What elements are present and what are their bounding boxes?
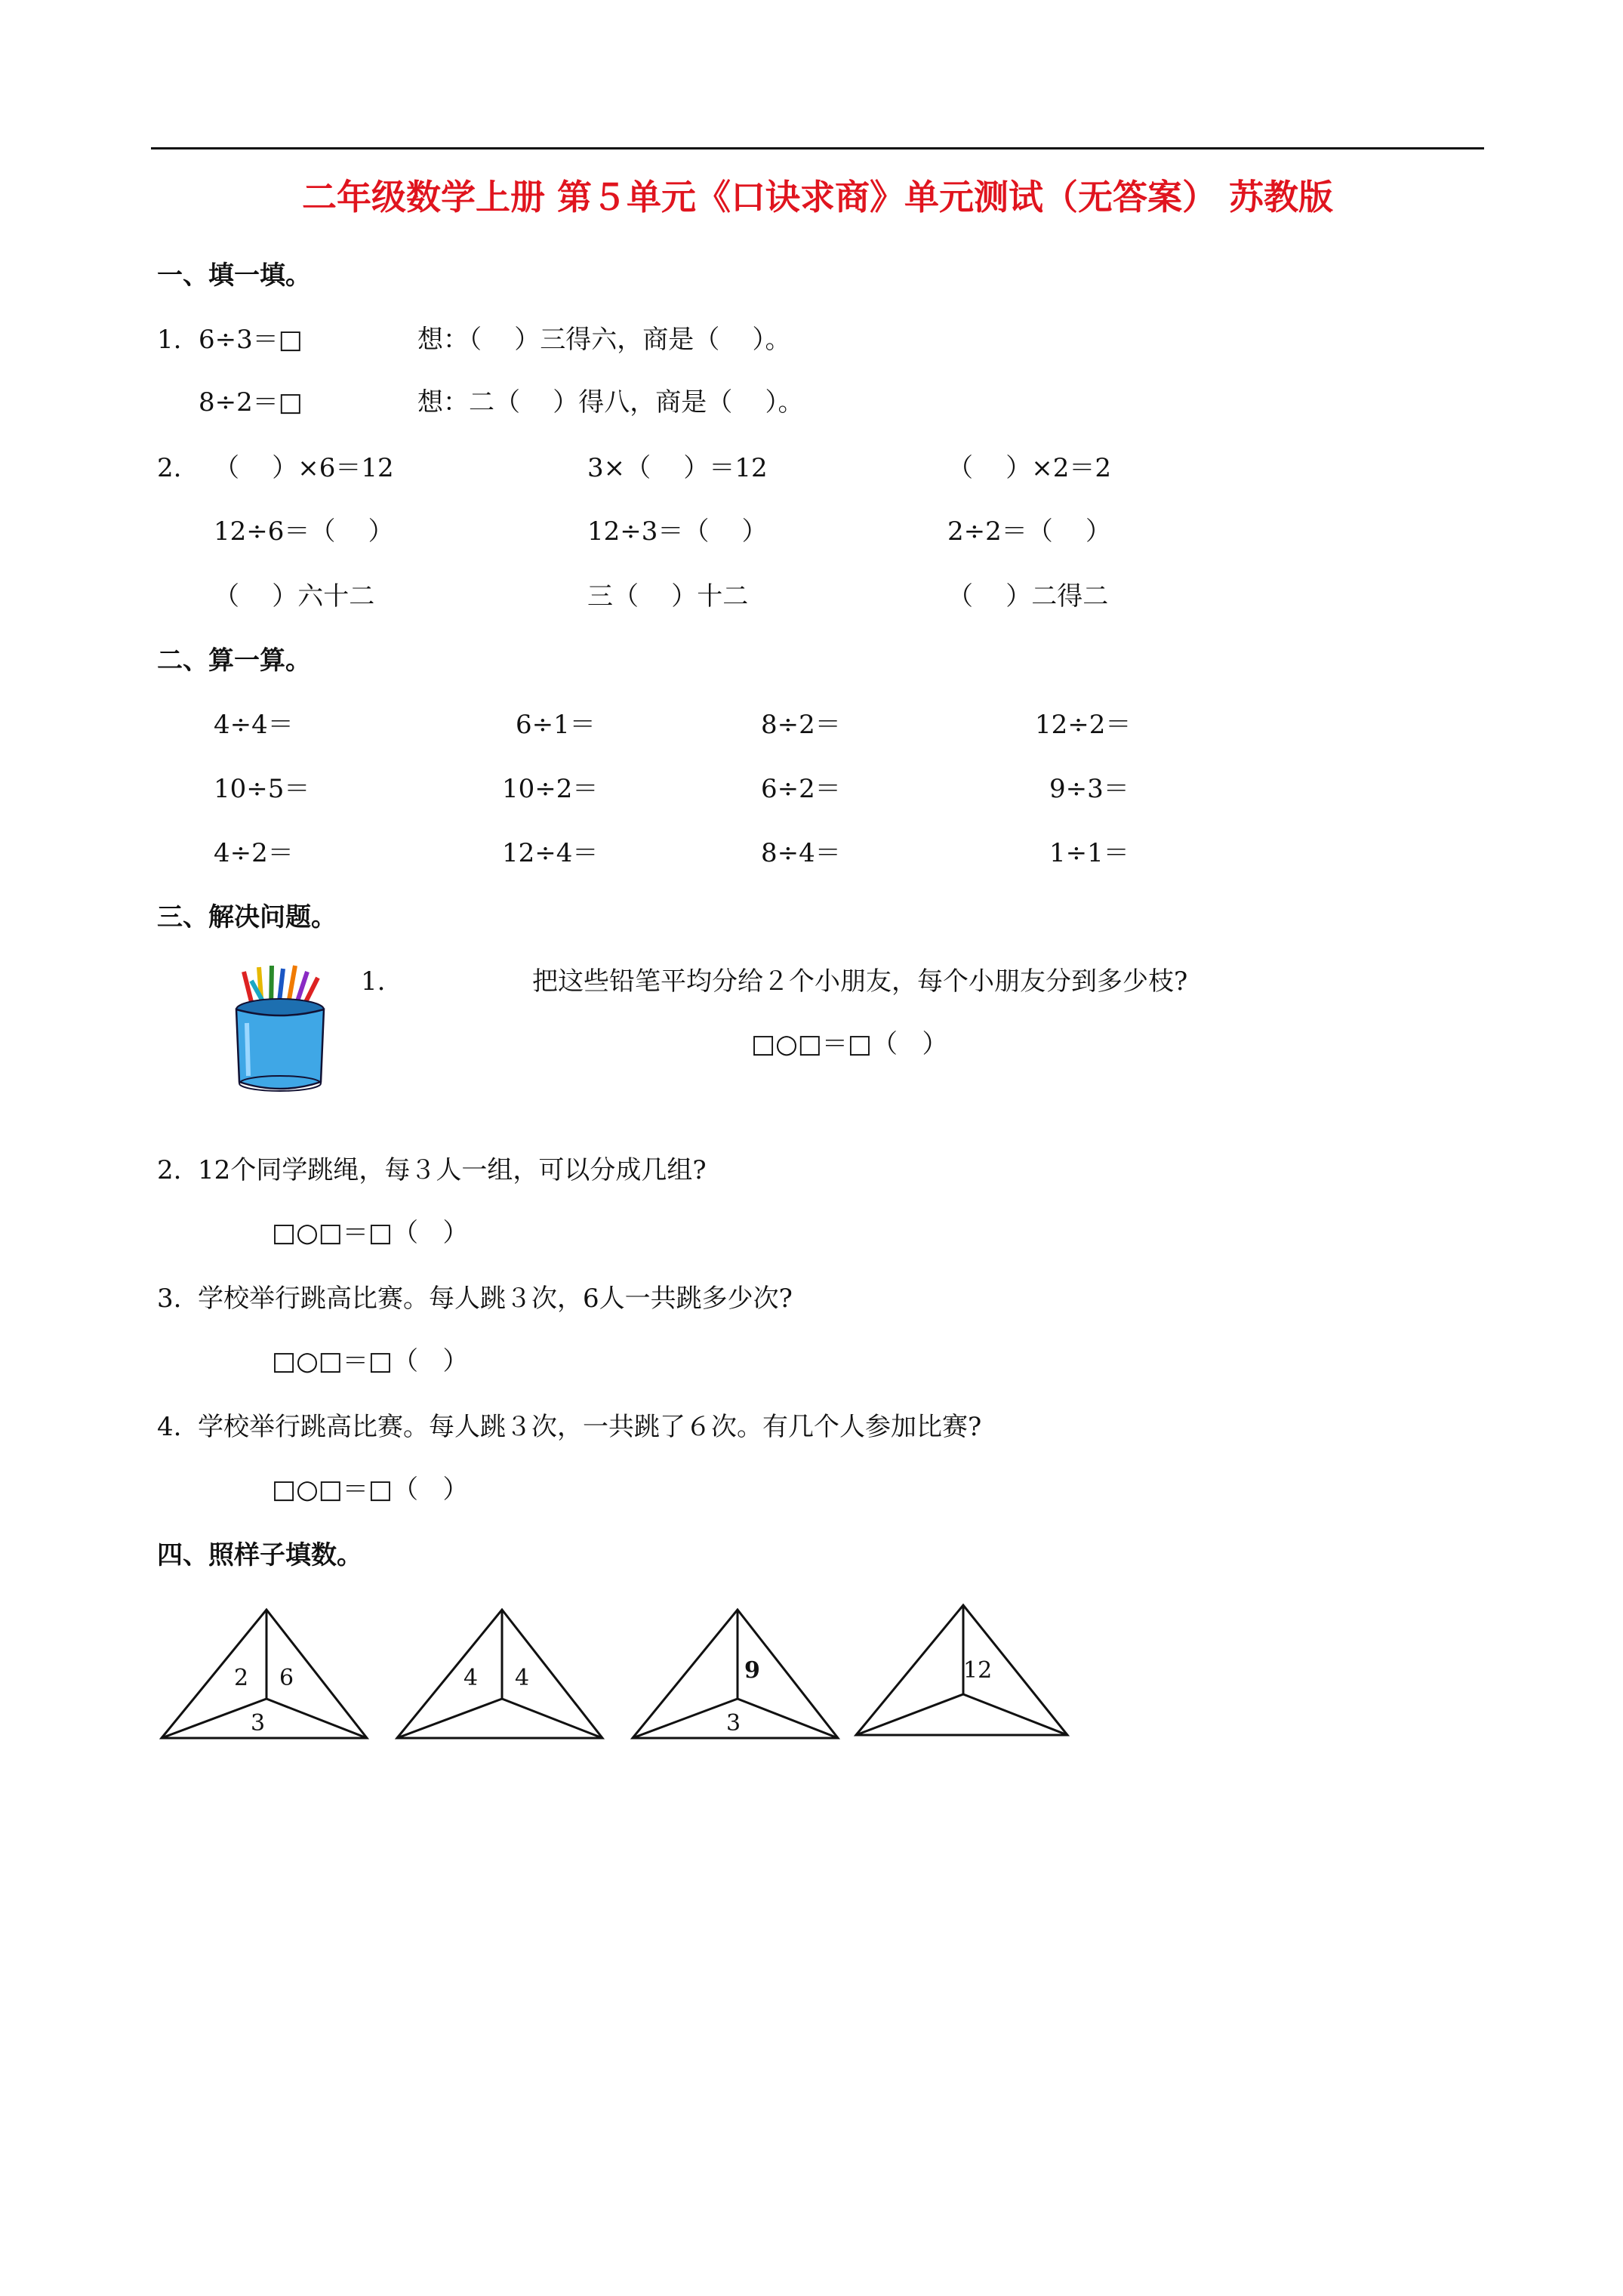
grid-cell: （ ）×6＝12 [214,453,394,483]
calc-item: 1÷1＝ [1049,838,1129,868]
problem-number: 1. [361,966,386,997]
number-triangle [394,1601,605,1744]
number-triangle [630,1601,841,1744]
problem-text: 3. 学校举行跳高比赛。每人跳３次，6人一共跳多少次? [157,1284,793,1314]
section-heading-problems: 三、解决问题。 [157,902,337,932]
grid-cell: 12÷3＝（ ） [587,516,768,547]
number-triangle [159,1601,370,1744]
section-heading-triangles: 四、照样子填数。 [157,1540,362,1570]
answer-formula: □○□＝□（ ） [272,1218,469,1248]
think-prompt: 想：二（ ）得八，商是（ ）。 [417,387,804,418]
calc-item: 6÷1＝ [516,710,596,740]
calc-item: 4÷4＝ [214,710,294,740]
grid-cell: 3×（ ）＝12 [587,453,768,483]
equation: 6÷3＝□ [199,325,303,355]
answer-formula: □○□＝□（ ） [272,1346,469,1376]
answer-formula: □○□＝□（ ） [272,1475,469,1505]
grid-cell: 2÷2＝（ ） [947,516,1111,547]
grid-cell: （ ）×2＝2 [947,453,1111,483]
pencil-cup-icon [230,963,332,1095]
triangle-right-value: 6 [279,1665,294,1691]
triangle-left-value: 2 [234,1665,249,1691]
triangle-right-value: 4 [515,1665,530,1691]
calc-item: 12÷2＝ [1035,710,1132,740]
calc-item: 6÷2＝ [761,774,841,804]
calc-item: 10÷5＝ [214,774,310,804]
grid-cell: 12÷6＝（ ） [214,516,394,547]
problem-text: 4. 学校举行跳高比赛。每人跳３次，一共跳了６次。有几个人参加比赛? [157,1412,982,1442]
problem-text: 2. 12个同学跳绳，每３人一组，可以分成几组? [157,1155,707,1185]
page-title: 二年级数学上册 第５单元《口诀求商》单元测试（无答案） 苏教版 [301,177,1334,217]
calc-item: 4÷2＝ [214,838,294,868]
think-prompt: 想：（ ）三得六，商是（ ）。 [417,325,791,355]
section-heading-calc: 二、算一算。 [157,646,311,676]
calc-item: 8÷4＝ [761,838,841,868]
problem-text: 把这些铅笔平均分给２个小朋友，每个小朋友分到多少枝? [532,966,1188,997]
equation: 8÷2＝□ [199,387,303,418]
grid-cell: （ ）六十二 [214,581,375,612]
calc-item: 12÷4＝ [502,838,599,868]
number-triangle [853,1601,1072,1744]
triangle-bottom-value: 3 [251,1710,266,1737]
calc-item: 10÷2＝ [502,774,599,804]
triangle-right-value: 9 [744,1657,760,1684]
grid-cell: 三（ ）十二 [587,581,749,612]
triangle-right-value: 12 [963,1657,993,1684]
top-rule [151,147,1484,149]
triangle-bottom-value: 3 [726,1710,741,1737]
calc-item: 9÷3＝ [1049,774,1129,804]
answer-formula: □○□＝□（ ） [751,1029,948,1059]
triangle-left-value: 4 [463,1665,479,1691]
question-number: 2. [157,453,182,483]
section-heading-fill: 一、填一填。 [157,260,311,291]
grid-cell: （ ）二得二 [947,581,1109,612]
calc-item: 8÷2＝ [761,710,841,740]
question-number: 1. [157,325,182,355]
